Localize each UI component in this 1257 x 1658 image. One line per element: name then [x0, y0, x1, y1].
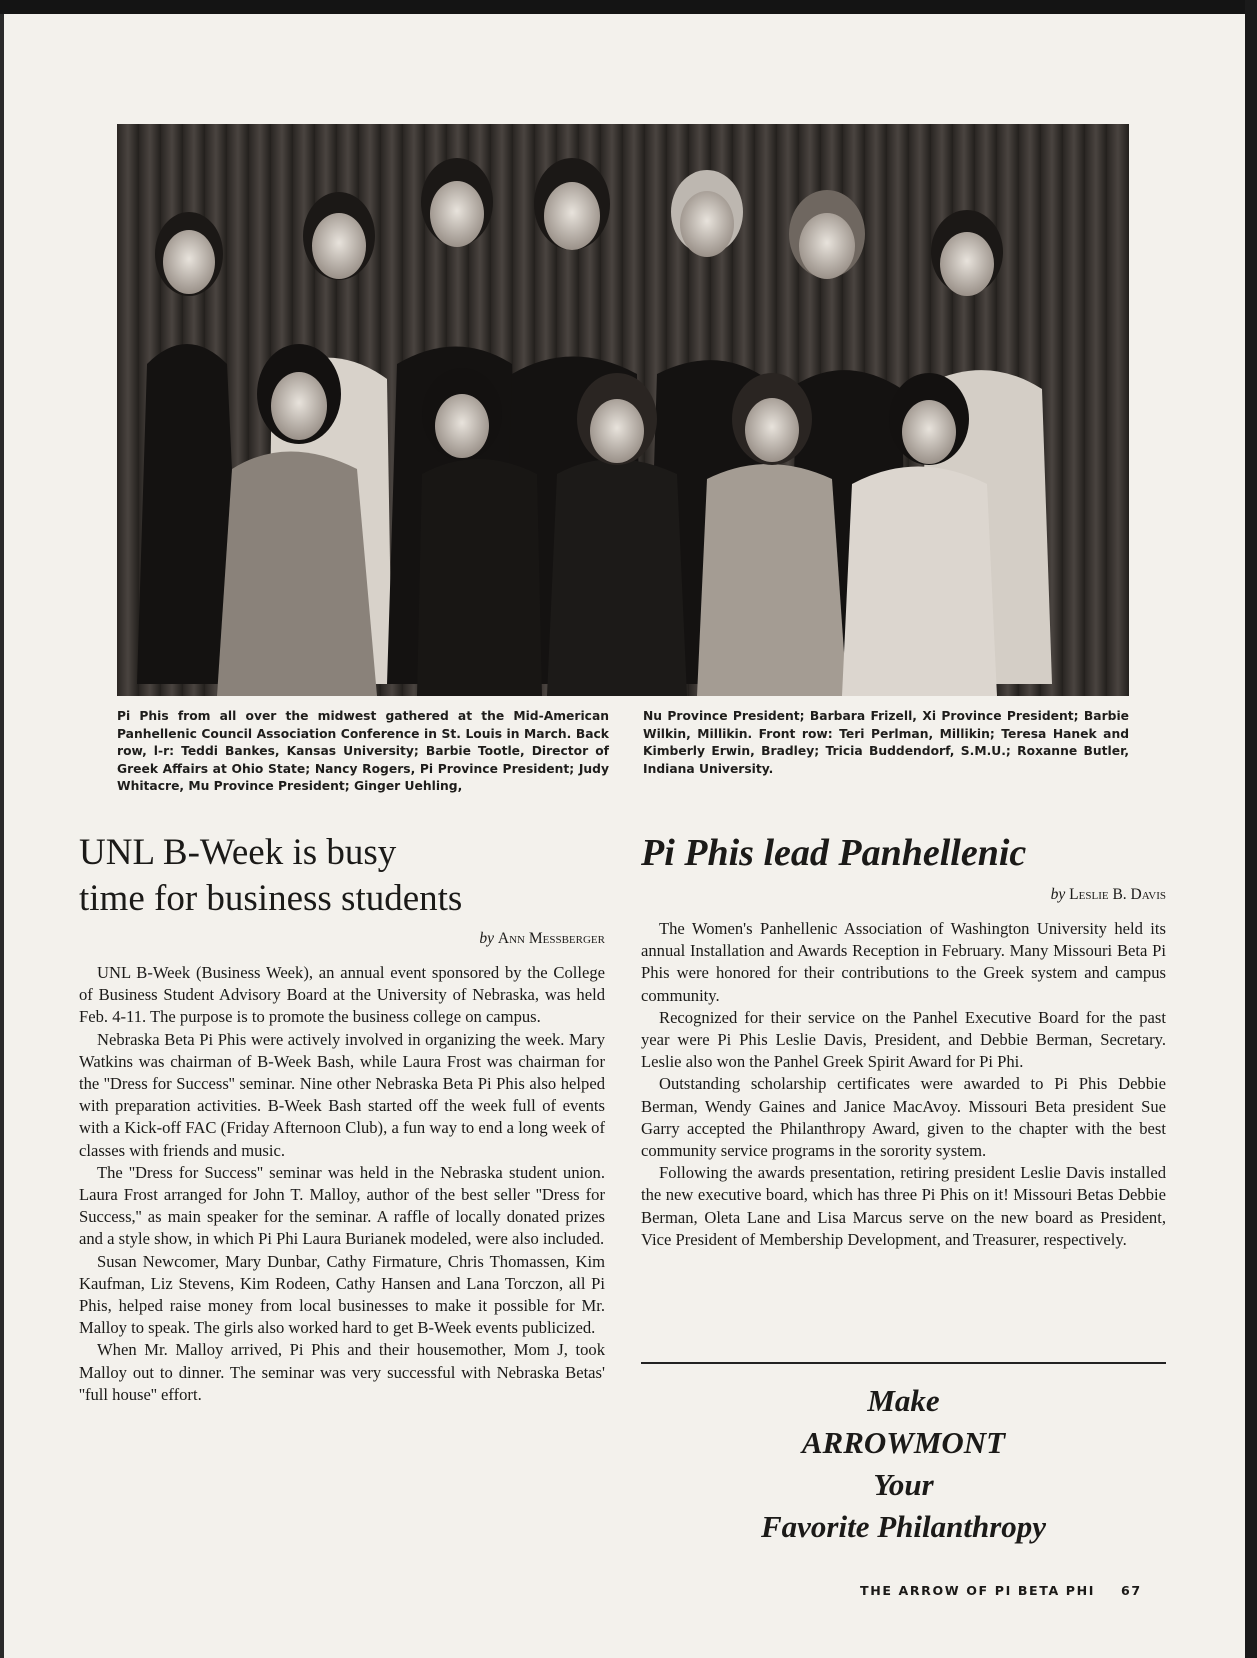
group-photo: [117, 124, 1129, 696]
paragraph: The ''Dress for Success'' seminar was held in the Nebraska student union. Laura Frost arranged for John T. Malloy, author of the best seller ''Dress for Success,'' as main speaker for the seminar. A raffle of locally donated prizes and a style show, in which Pi Phi Laura Burianek modeled, were also included.: [79, 1162, 605, 1249]
promo-line-2: ARROWMONT: [801, 1425, 1006, 1460]
promo-line-3: Your: [873, 1467, 934, 1502]
paragraph: Following the awards presentation, retiring president Leslie Davis installed the new executive board, which has three Pi Phis on it! Missouri Betas Debbie Berman, Oleta Lane and Lisa Marcus serve on the new board as President, Vice President of Membership Development, and Treasurer, respectively.: [641, 1163, 1166, 1249]
byline-prefix: by: [1050, 886, 1066, 903]
byline-prefix: by: [479, 930, 495, 947]
section-divider: [641, 1362, 1166, 1364]
promo-line-4: Favorite Philanthropy: [760, 1509, 1047, 1544]
headline-line-2: time for business students: [79, 878, 463, 919]
photo-caption-left: Pi Phis from all over the midwest gathered at the Mid-American Panhellenic Council Association Conference in St. Louis in March. Back row, l-r: Teddi Bankes, Kansas University; Barbie Tootle, Director of Greek Affairs at Ohio State; Nancy Rogers, Pi Province President; Judy Whitacre, Mu Province President; Ginger Uehling,: [117, 709, 609, 793]
page-footer: [860, 1583, 1166, 1598]
article-left-byline: [79, 930, 605, 948]
byline-author: Leslie B. Davis: [1069, 886, 1166, 903]
paragraph: The Women's Panhellenic Association of Washington University held its annual Installation and Awards Reception in February. Many Missouri Beta Pi Phis were honored for their contributions to the Greek system and campus community.: [641, 919, 1166, 1005]
promo-line-1: Make: [867, 1383, 940, 1418]
paragraph: UNL B-Week (Business Week), an annual event sponsored by the College of Business Student Advisory Board at the University of Nebraska, was held Feb. 4-11. The purpose is to promote the business college on campus.: [79, 963, 605, 1027]
paragraph: Nebraska Beta Pi Phis were actively involved in organizing the week. Mary Watkins was chairman of B-Week Bash, while Laura Frost was chairman for the ''Dress for Success'' seminar. Nine other Nebraska Beta Pi Phis also helped with preparation activities. B-Week Bash started off the week full of events with a Kick-off FAC (Friday Afternoon Club), a fun way to end a long week of classes with friends and music.: [79, 1029, 605, 1160]
paragraph: When Mr. Malloy arrived, Pi Phis and their housemother, Mom J, took Malloy out to dinner. The seminar was very successful with Nebraska Betas' ''full house'' effort.: [79, 1340, 605, 1404]
scan-border-left: [0, 14, 4, 1658]
headline-line-1: UNL B-Week is busy: [79, 832, 397, 873]
arrowmont-promo: [641, 1380, 1166, 1548]
paragraph: Susan Newcomer, Mary Dunbar, Cathy Firmature, Chris Thomassen, Kim Kaufman, Liz Stevens, Kim Rodeen, Cathy Hansen and Lana Torczon, all Pi Phis, helped raise money from local businesses to make it possible for Mr. Malloy to speak. The girls also worked hard to get B-Week events publicized.: [79, 1251, 605, 1338]
photo-caption-right: Nu Province President; Barbara Frizell, Xi Province President; Barbie Wilkin, Millikin. Front row: Teri Perlman, Millikin; Teresa Hanek and Kimberly Erwin, Bradley; Tricia Buddendorf, S.M.U.; Roxanne Butler, Indiana University.: [643, 709, 1129, 776]
article-left-body: [79, 962, 605, 1406]
scan-border-top: [0, 0, 1257, 14]
scan-border-right: [1245, 0, 1257, 1658]
paragraph: Outstanding scholarship certificates were awarded to Pi Phis Debbie Berman, Wendy Gaines and Janice MacAvoy. Missouri Beta president Sue Garry accepted the Philanthropy Award, given to the chapter with the best community service programs in the sorority system.: [641, 1074, 1166, 1161]
article-left-headline: [79, 830, 619, 922]
paragraph: Recognized for their service on the Panhel Executive Board for the past year were Pi Phis Leslie Davis, President, and Debbie Berman, Secretary. Leslie also won the Panhel Greek Spirit Award for Pi Phi.: [641, 1007, 1166, 1072]
article-right-body: [641, 918, 1166, 1251]
byline-author: Ann Messberger: [497, 930, 605, 947]
article-right-headline: Pi Phis lead Panhellenic: [641, 832, 1027, 874]
publication-title: THE ARROW OF PI BETA PHI: [860, 1583, 1096, 1598]
page-number: 67: [1121, 1583, 1142, 1598]
group-photo-image: [117, 124, 1129, 696]
article-right-byline: [641, 886, 1166, 904]
